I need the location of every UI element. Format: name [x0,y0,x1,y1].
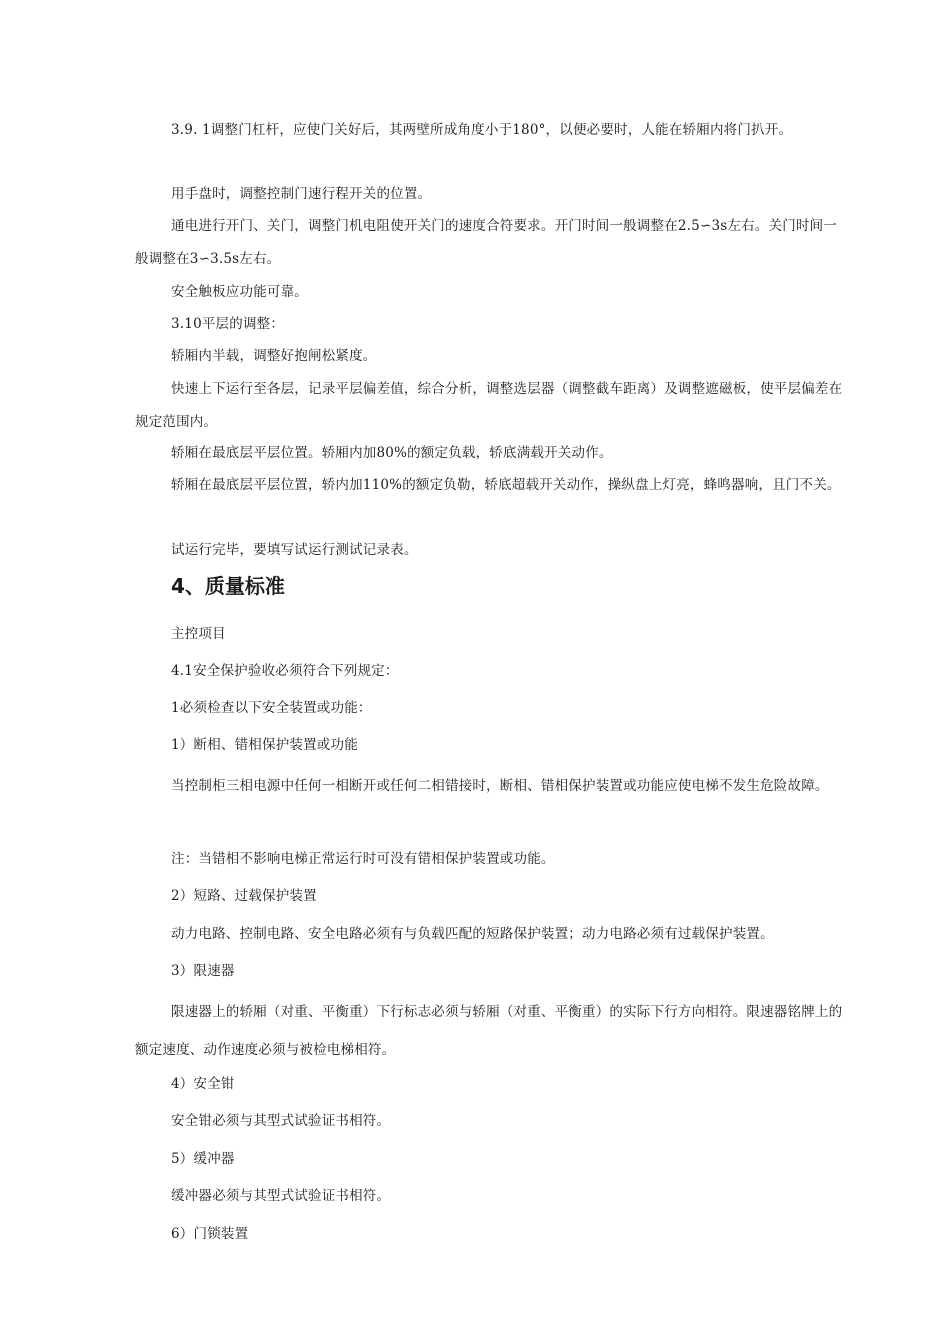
paragraph-item-1: 1）断相、错相保护装置或功能 [171,737,358,753]
paragraph-safety-edge: 安全触板应功能可靠。 [171,284,308,300]
paragraph-item-2: 2）短路、过载保护装置 [171,888,317,904]
paragraph-item-4: 4）安全钳 [171,1076,235,1092]
paragraph-4-1: 4.1安全保护验收必须符合下列规定： [171,663,399,679]
paragraph-check-list: 1必须检查以下安全装置或功能： [171,700,372,716]
paragraph-leveling: 快速上下运行至各层，记录平层偏差值，综合分析，调整选层器（调整截车距离）及调整遮磁板，使平层偏差在规定范围内。 [135,381,843,430]
paragraph-main-items: 主控项目 [171,626,226,642]
paragraph-buffer: 缓冲器必须与其型式试验证书相符。 [171,1188,391,1204]
paragraph-handwheel: 用手盘时，调整控制门速行程开关的位置。 [171,186,432,202]
paragraph-item-3: 3）限速器 [171,963,235,979]
paragraph-item-6: 6）门锁装置 [171,1226,249,1242]
paragraph-governor: 限速器上的轿厢（对重、平衡重）下行标志必须与轿厢（对重、平衡重）的实际下行方向相符。限速器铭牌上的额定速度、动作速度必须与被检电梯相符。 [135,1004,843,1058]
paragraph-safety-gear: 安全钳必须与其型式试验证书相符。 [171,1113,391,1129]
paragraph-3-9-1: 3.9. 1调整门杠杆，应使门关好后，其两壁所成角度小于180°，以便必要时，人能在轿厢内将门扒开。 [171,122,793,138]
paragraph-3-10: 3.10平层的调整： [171,316,285,332]
paragraph-overload: 轿厢在最底层平层位置，轿内加110%的额定负勒，轿底超载开关动作，操纵盘上灯亮，蜂鸣器响，且门不关。 [171,477,841,493]
paragraph-phase-protection: 当控制柜三相电源中任何一相断开或任何二相错接时，断相、错相保护装置或功能应使电梯不发生危险故障。 [171,778,829,794]
paragraph-note: 注：当错相不影响电梯正常运行时可没有错相保护装置或功能。 [171,851,555,867]
paragraph-door-speed: 通电进行开门、关门，调整门机电阻使开关门的速度合符要求。开门时间一般调整在2.5∽3s左右。关门时间一般调整在3∽3.5s左右。 [135,218,837,267]
paragraph-full-load: 轿厢在最底层平层位置。轿厢内加80%的额定负载，轿底满载开关动作。 [171,445,613,461]
paragraph-short-circuit: 动力电路、控制电路、安全电路必须有与负载匹配的短路保护装置；动力电路必须有过载保护装置。 [171,926,774,942]
section-heading: 4、质量标准 [171,574,285,598]
paragraph-half-load: 轿厢内半载，调整好抱闸松紧度。 [171,348,377,364]
paragraph-trial-finish: 试运行完毕，要填写试运行测试记录表。 [171,542,418,558]
paragraph-item-5: 5）缓冲器 [171,1151,235,1167]
